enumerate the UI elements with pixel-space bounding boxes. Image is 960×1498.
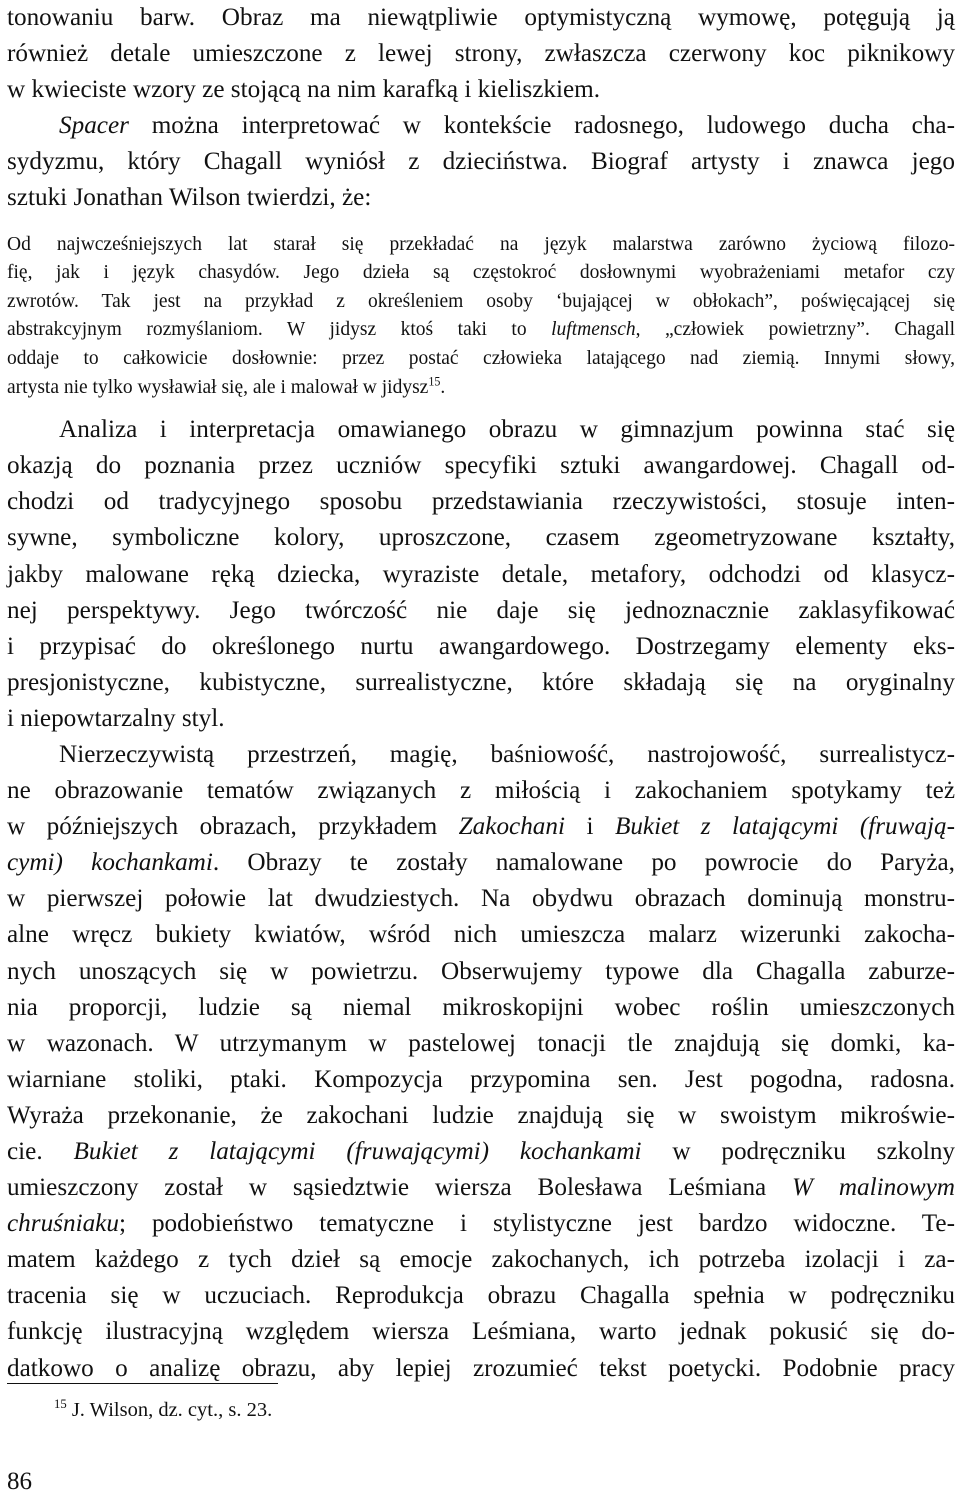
quote-line: abstrakcyjnym rozmyślaniom. W jidysz ktoś taki to luftmensch, „człowiek powietrzny”. Chagall: [7, 319, 956, 341]
text-line: okazją do poznania przez uczniów specyfiki sztuki awangardowej. Chagall od-: [7, 452, 955, 480]
text-line: wiarniane stoliki, ptaki. Kompozycja przypomina sen. Jest pogodna, radosna.: [7, 1065, 955, 1093]
text-line: Analiza i interpretacja omawianego obrazu w gimnazjum powinna stać się: [59, 416, 955, 444]
quote-line: fię, jak i język chasydów. Jego dzieła są częstokroć dosłownymi wyobrażeniami metafor czy: [7, 262, 955, 284]
poem-title: chruśniaku: [7, 1210, 119, 1238]
text-line: datkowo o analizę obrazu, aby lepiej zrozumieć tekst poetycki. Podobnie pracy: [7, 1354, 955, 1382]
text-line: sydyzmu, który Chagall wyniósł z dzieciństwa. Biograf artysty i znawca jego: [7, 148, 955, 176]
text-line: chodzi od tradycyjnego sposobu przedstawiania rzeczywistości, stosuje inten-: [7, 488, 955, 516]
artwork-title: Zakochani: [458, 813, 565, 841]
text-line: nej perspektywy. Jego twórczość nie daje się jednoznacznie zaklasyfikować: [7, 596, 955, 624]
poem-title: W malinowym: [792, 1174, 955, 1202]
paragraph-3: [7, 737, 955, 1387]
text-line: w kwieciste wzory ze stojącą na nim karafką i kieliszkiem.: [7, 76, 601, 104]
text-line: również detale umieszczone z lewej strony, zwłaszcza czerwony koc piknikowy: [7, 40, 955, 68]
text-line: funkcję ilustracyjną względem wiersza Leśmiana, warto jednak pokusić się do-: [7, 1318, 955, 1346]
footnote-number: 15: [54, 1397, 67, 1412]
quote-line: artysta nie tylko wysławiał się, ale i malował w jidysz$^{15}$.: [7, 374, 446, 398]
footnote-divider: [7, 1383, 278, 1384]
text-line: cie. Bukiet z latającymi (fruwającymi) kochankami w podręczniku szkolny: [7, 1138, 956, 1165]
footnote: [54, 1396, 272, 1424]
quote-line: oddaje to całkowicie dosłownie: przez postać człowieka latającego nad ziemią. Innymi słowy,: [7, 347, 955, 369]
text-line: ne obrazowanie tematów związanych z miłością i zakochaniem spotykamy też: [7, 777, 955, 805]
page-content: [7, 0, 955, 1387]
text-line: w pierwszej połowie lat dwudziestych. Na obydwu obrazach dominują monstru-: [7, 885, 955, 913]
page-number: 86: [7, 1468, 32, 1495]
artwork-title: Bukiet z latającymi (fruwającymi) kochankami: [73, 1138, 642, 1165]
text-line: sywne, symboliczne kolory, uproszczone, czasem zgeometryzowane kształty,: [7, 524, 955, 552]
text-line: i niepowtarzalny styl.: [7, 704, 225, 732]
text-line: matem każdego z tych dzieł są emocje zakochanych, ich potrzeba izolacji i za-: [7, 1246, 955, 1274]
text-line: w wazonach. W utrzymanym w pastelowej tonacji tle znajdują się domki, ka-: [7, 1029, 955, 1057]
quote-line: Od najwcześniejszych lat starał się przekładać na język malarstwa zarówno życiową filozo-: [7, 233, 955, 255]
text-line: jakby malowane ręką dziecka, wyraziste detale, metafory, odchodzi od klasycz-: [7, 560, 955, 588]
text-line: cymi) kochankami. Obrazy te zostały namalowane po powrocie do Paryża,: [7, 849, 955, 877]
text-line: i przypisać do określonego nurtu awangardowego. Dostrzegamy elementy eks-: [7, 632, 955, 660]
text-line: tracenia się w uczuciach. Reprodukcja obrazu Chagalla spełnia w podręczniku: [7, 1282, 955, 1310]
block-quote: [7, 231, 955, 403]
paragraph-2: [7, 412, 955, 737]
text-line: tonowaniu barw. Obraz ma niewątpliwie optymistyczną wymowę, potęgują ją: [7, 4, 955, 31]
text-line: w późniejszych obrazach, przykładem Zakochani i Bukiet z latającymi (fruwają-: [7, 813, 955, 841]
text-line: nych unoszących się w powietrzu. Obserwujemy typowe dla Chagalla zaburze-: [7, 957, 955, 985]
text-line: Wyraża przekonanie, że zakochani ludzie znajdują się w swoistym mikroświe-: [7, 1101, 955, 1129]
quote-line: zwrotów. Tak jest na przykład z określeniem osoby ‘bujającej w obłokach”, poświęcającej się: [7, 290, 955, 312]
text-line: Nierzeczywistą przestrzeń, magię, baśniowość, nastrojowość, surrealistycz-: [59, 740, 955, 768]
text-line: chruśniaku; podobieństwo tematyczne i stylistyczne jest bardzo widoczne. Te-: [7, 1210, 955, 1238]
yiddish-term: luftmensch: [551, 319, 636, 341]
text-line: alne wręcz bukiety kwiatów, wśród nich umieszcza malarz wizerunki zakocha-: [7, 921, 955, 949]
text-line: umieszczony został w sąsiedztwie wiersza Bolesława Leśmiana W malinowym: [7, 1174, 955, 1202]
artwork-title: Spacer: [59, 112, 129, 140]
text-line: presjonistyczne, kubistyczne, surrealistyczne, które składają się na oryginalny: [7, 668, 955, 696]
text-line: nia proporcji, ludzie są niemal mikroskopijni wobec roślin umieszczonych: [7, 993, 955, 1021]
text-line: sztuki Jonathan Wilson twierdzi, że:: [7, 184, 372, 212]
text-line: Spacer można interpretować w kontekście radosnego, ludowego ducha cha-: [59, 112, 955, 140]
footnote-reference: 15: [428, 374, 441, 389]
paragraph-1: [7, 0, 955, 217]
artwork-title: cymi) kochankami: [7, 849, 213, 877]
artwork-title: Bukiet z latającymi (fruwają-: [614, 813, 955, 841]
footnote-text: J. Wilson, dz. cyt., s. 23.: [66, 1399, 273, 1421]
